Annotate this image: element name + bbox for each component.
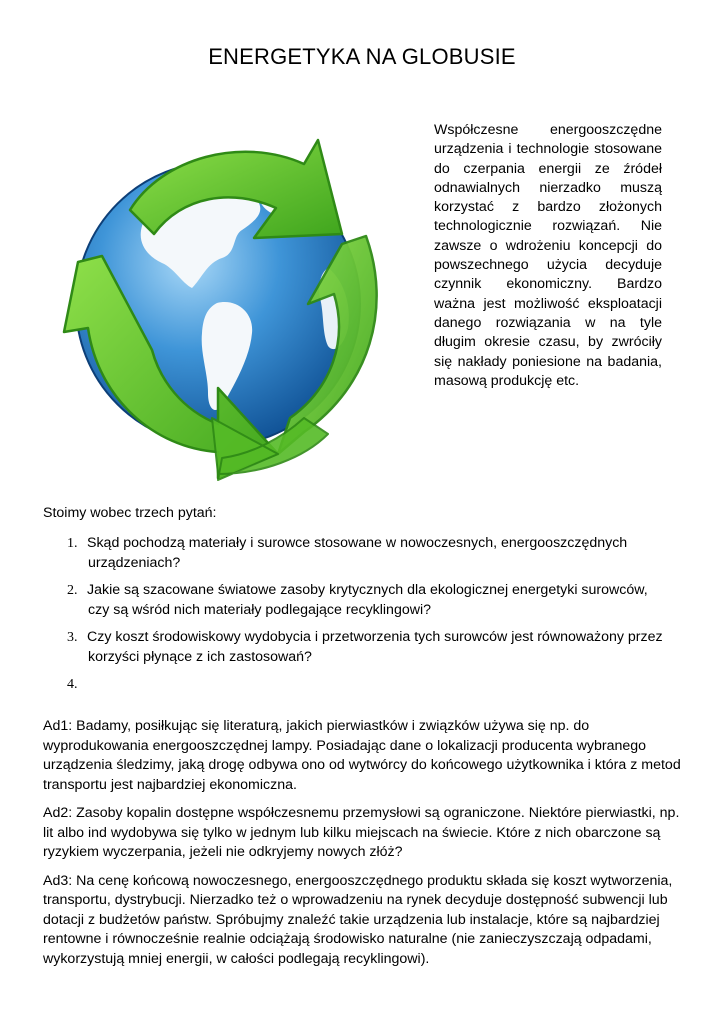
answers-section: [43, 717, 683, 978]
question-text-continued: korzyści płynące z ich zastosowań?: [88, 648, 312, 665]
answer-ad3: Ad3: Na cenę końcową nowoczesnego, energooszczędnego produktu składa się koszt wytworzenia, transportu, dystrybucji. Nierzadko też o wprowadzeniu na rynek decyduje dostępność subwencji lub dotacji z budżetów państw. Spróbujmy znaleźć takie urządzenia lub instalacje, które są najbardziej rentowne i równocześnie realnie odciążają środowisko naturalne (nie zanieczyszczają odpadami, wykorzystują mniej energii, w całości podlegają recyklingowi).: [43, 872, 673, 967]
question-number: 1.: [67, 536, 78, 551]
question-item: [43, 534, 683, 573]
answer-ad1: Ad1: Badamy, posiłkując się literaturą, jakich pierwiastków i związków używa się np. do wyprodukowania energooszczędnej lampy. Posiadając dane o lokalizacji producenta wybranego urządzenia śledzimy, jaką drogę odbywa ono od wytwórcy do końcowego użytkownika i która z metod transportu jest najbardziej ekonomiczna.: [43, 718, 681, 793]
questions-lead: Stoimy wobec trzech pytań:: [43, 505, 217, 521]
question-item: [43, 581, 683, 620]
questions-list: [43, 534, 683, 702]
intro-paragraph: Współczesne energooszczędne urządzenia i technologie stosowane do czerpania energii ze źródeł odnawialnych nierzadko muszą korzystać z bardzo złożonych technologicznie rozwiązań. Nie zawsze o wdrożeniu koncepcji do powszechnego użycia decyduje czynnik ekonomiczny. Bardzo ważna jest możliwość eksploatacji danego rozwiązania w na tyle długim okresie czasu, by zwróciły się nakłady poniesione na badania, masową produkcję etc.: [434, 122, 662, 389]
question-text: Jakie są szacowane światowe zasoby krytycznych dla ekologicznej energetyki surowców,: [87, 582, 648, 598]
question-number: 3.: [67, 630, 78, 645]
question-text: Skąd pochodzą materiały i surowce stosowane w nowoczesnych, energooszczędnych: [87, 535, 628, 551]
question-text-continued: urządzeniach?: [88, 554, 181, 571]
question-text: Czy koszt środowiskowy wydobycia i przetworzenia tych surowców jest równoważony przez: [87, 629, 663, 645]
recycling-globe-image: [42, 118, 390, 484]
question-number: 4.: [67, 677, 78, 692]
question-number: 2.: [67, 583, 78, 598]
page-title: ENERGETYKA NA GLOBUSIE: [208, 44, 516, 69]
recycling-globe-icon: [42, 118, 390, 484]
question-text-continued: czy są wśród nich materiały podlegające recyklingowi?: [88, 601, 432, 618]
question-item: [43, 675, 683, 694]
answer-ad2: Ad2: Zasoby kopalin dostępne współczesnemu przemysłowi są ograniczone. Niektóre pierwiastki, np. lit albo ind wydobywa się tylko w jednym lub kilku miejscach na świecie. Które z nich obarczone są ryzykiem wyczerpania, jeżeli nie odkryjemy nowych złóż?: [43, 805, 680, 860]
question-item: [43, 628, 683, 667]
